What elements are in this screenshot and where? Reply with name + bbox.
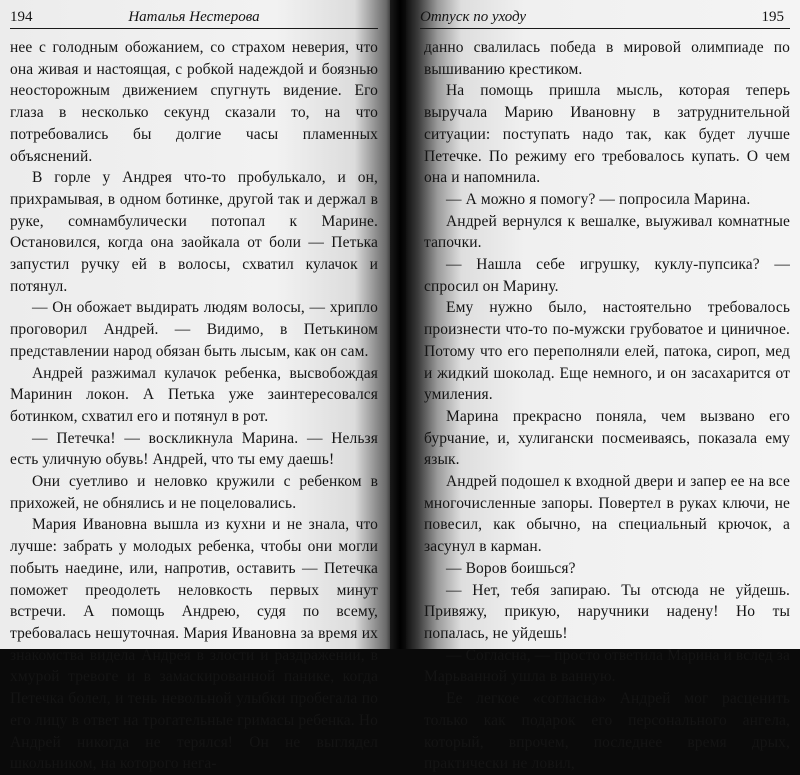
paragraph: Андрей вернулся к вешалке, выуживал комнатные тапочки. bbox=[424, 212, 790, 252]
right-page-header bbox=[420, 7, 790, 31]
paragraph: нее с голодным обожанием, со страхом неверия, что она живая и настоящая, с робкой надеждой и боязнью неосторожным движением спугнуть видение. Его глаза в несколько секунд сказали то, на что потребовались бы долгие часы пламенных объяснений. bbox=[10, 39, 378, 165]
left-page-number: 194 bbox=[10, 9, 33, 25]
paragraph: — А можно я помогу? — попросила Марина. bbox=[446, 190, 751, 208]
paragraph: Андрей разжимал кулачок ребенка, высвобождая Маринин локон. А Петька уже заинтересовался ботинком, схватил его и потянул в рот. bbox=[10, 364, 378, 425]
paragraph: — Петечка! — воскликнула Марина. — Нельзя есть уличную обувь! Андрей, что ты ему даешь! bbox=[10, 429, 378, 469]
paragraph: — Нашла себе игрушку, куклу-пупсика? — спросил он Марину. bbox=[424, 256, 790, 295]
right-header-rule bbox=[420, 28, 790, 29]
paragraph: — Согласна, — просто ответила Марина и вслед за Марьванной ушла в ванную. bbox=[424, 646, 790, 686]
left-page bbox=[0, 0, 394, 773]
paragraph: Андрей подошел к входной двери и запер ее на все многочисленные запоры. Повертел в руках ключи, не повесил, как обычно, на специальный крючок, а засунул в карман. bbox=[424, 473, 790, 556]
right-page-number: 195 bbox=[761, 9, 784, 25]
paragraph: Ему нужно было, настоятельно требовалось произнести что-то по-мужски грубоватое и циничное. Потому что его переполняли елей, патока, сироп, мед и жидкий шоколад. Еще немного, и он засахарится от умиления. bbox=[424, 299, 790, 404]
right-page-body bbox=[420, 37, 790, 775]
right-running-head: Отпуск по уходу bbox=[420, 9, 527, 25]
left-page-body bbox=[10, 37, 378, 775]
left-running-head: Наталья Нестерова bbox=[128, 9, 260, 25]
paragraph: Они суетливо и неловко кружили с ребенком в прихожей, не обнялись и не поцеловались. bbox=[10, 473, 378, 512]
paragraph: Ее легкое «согласна» Андрей мог расценить только как подарок его персонального ангела, который, впрочем, последнее время дрых, практически не ловил, bbox=[424, 690, 790, 773]
paragraph: данно свалилась победа в мировой олимпиаде по вышиванию крестиком. bbox=[424, 39, 790, 78]
paragraph: — Нет, тебя запираю. Ты отсюда не уйдешь. Привяжу, прикую, наручники надену! Но ты попалась, не уйдешь! bbox=[424, 581, 790, 642]
paragraph: Мария Ивановна вышла из кухни и не знала, что лучше: забрать у молодых ребенка, чтобы они могли побыть наедине, или, напротив, оставить — Петечка поможет преодолеть неловкость первых минут встречи. А помощь Андрею, судя по всему, требовалась нешуточная. Мария Ивановна за время их знакомства видела Андрея в злости и раздражении, в хмурой тревоге и в замаскированной панике, когда Петечка болел, и тень невольной улыбки пробегала по его лицу в ответ на трогательные гримасы ребенка. Но Андрей никогда не терялся! Он не выглядел школьником, на которого нега- bbox=[10, 516, 378, 773]
paragraph: В горле у Андрея что-то пробулькало, и он, прихрамывая, в одном ботинке, другой так и держал в руке, сомнамбулически потопал к Марине. Остановился, когда она заойкала от боли — Петька запустил ручку ей в волосы, схватил кулачок и потянул. bbox=[10, 169, 378, 295]
right-page bbox=[406, 0, 800, 773]
paragraph: — Он обожает выдирать людям волосы, — хрипло проговорил Андрей. — Видимо, в Петькином представлении народ обязан быть лысым, как он сам. bbox=[10, 299, 378, 360]
paragraph: На помощь пришла мысль, которая теперь выручала Марию Ивановну в затруднительной ситуации: поступать надо так, как будет лучше Петечке. По режиму его требовалось купать. О чем она и напомнила. bbox=[424, 82, 790, 187]
paragraph: Марина прекрасно поняла, чем вызвано его бурчание, и, хулигански посмеиваясь, показала ему язык. bbox=[424, 407, 790, 469]
paragraph: — Воров боишься? bbox=[446, 559, 576, 577]
left-header-rule bbox=[10, 28, 378, 29]
left-page-header bbox=[10, 7, 378, 31]
